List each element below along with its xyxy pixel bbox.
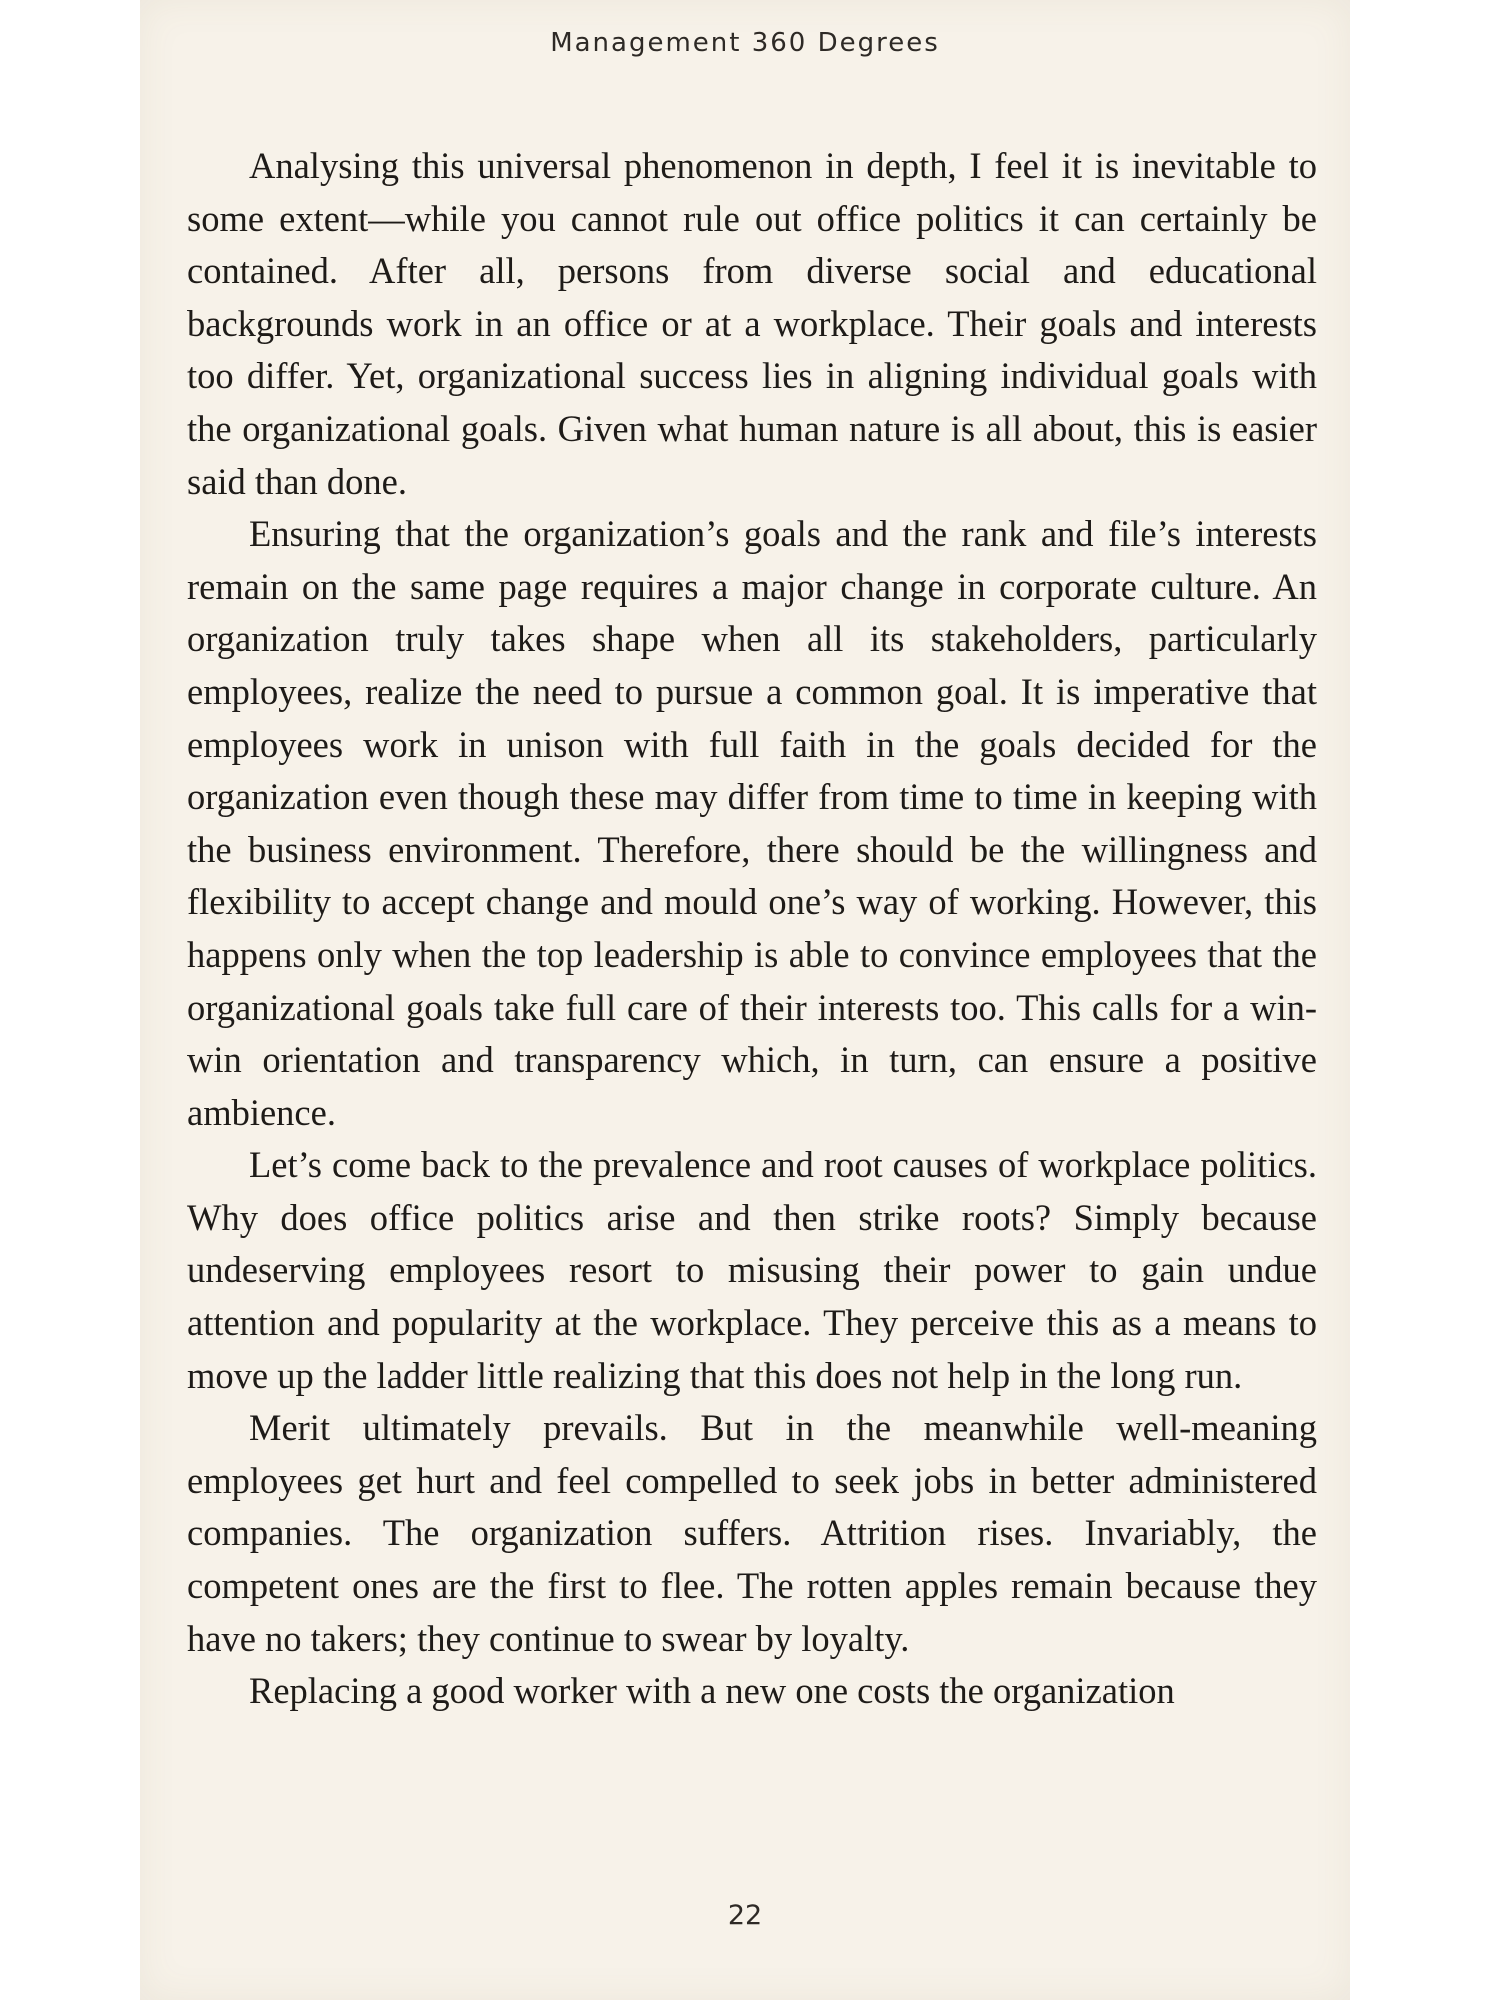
- paragraph: Let’s come back to the prevalence and root causes of workplace politics. Why does office politics arise and then strike roots? Simply because undeserving employees resort to misusing their power to gain undue attention and popularity at the workplace. They perceive this as a means to move up the ladder little realizing that this does not help in the long run.: [187, 1144, 1317, 1396]
- paragraph: Analysing this universal phenomenon in depth, I feel it is inevitable to some extent—while you cannot rule out office politics it can certainly be contained. After all, persons from diverse social and educational backgrounds work in an office or at a workplace. Their goals and interests too differ. Yet, organizational success lies in aligning individual goals with the organizational goals. Given what human nature is all about, this is easier said than done.: [187, 145, 1317, 502]
- paragraph: Replacing a good worker with a new one costs the organization: [249, 1670, 1175, 1712]
- book-page: [140, 0, 1350, 2000]
- paragraph: Ensuring that the organization’s goals and the rank and file’s interests remain on the same page requires a major change in corporate culture. An organization truly takes shape when all its stakeholders, particularly employees, realize the need to pursue a common goal. It is imperative that employees work in unison with full faith in the goals decided for the organization even though these may differ from time to time in keeping with the business environment. Therefore, there should be the willingness and flexibility to accept change and mould one’s way of working. However, this happens only when the top leadership is able to convince employees that the organizational goals take full care of their interests too. This calls for a win-win orientation and transparency which, in turn, can ensure a positive ambience.: [187, 513, 1317, 1133]
- running-head: Management 360 Degrees: [550, 28, 940, 58]
- body-text: [187, 140, 1317, 1718]
- paragraph: Merit ultimately prevails. But in the meanwhile well-meaning employees get hurt and feel compelled to seek jobs in better administered companies. The organization suffers. Attrition rises. Invariably, the competent ones are the first to flee. The rotten apples remain because they have no takers; they continue to swear by loyalty.: [187, 1407, 1317, 1659]
- page-number: 22: [727, 1900, 763, 1931]
